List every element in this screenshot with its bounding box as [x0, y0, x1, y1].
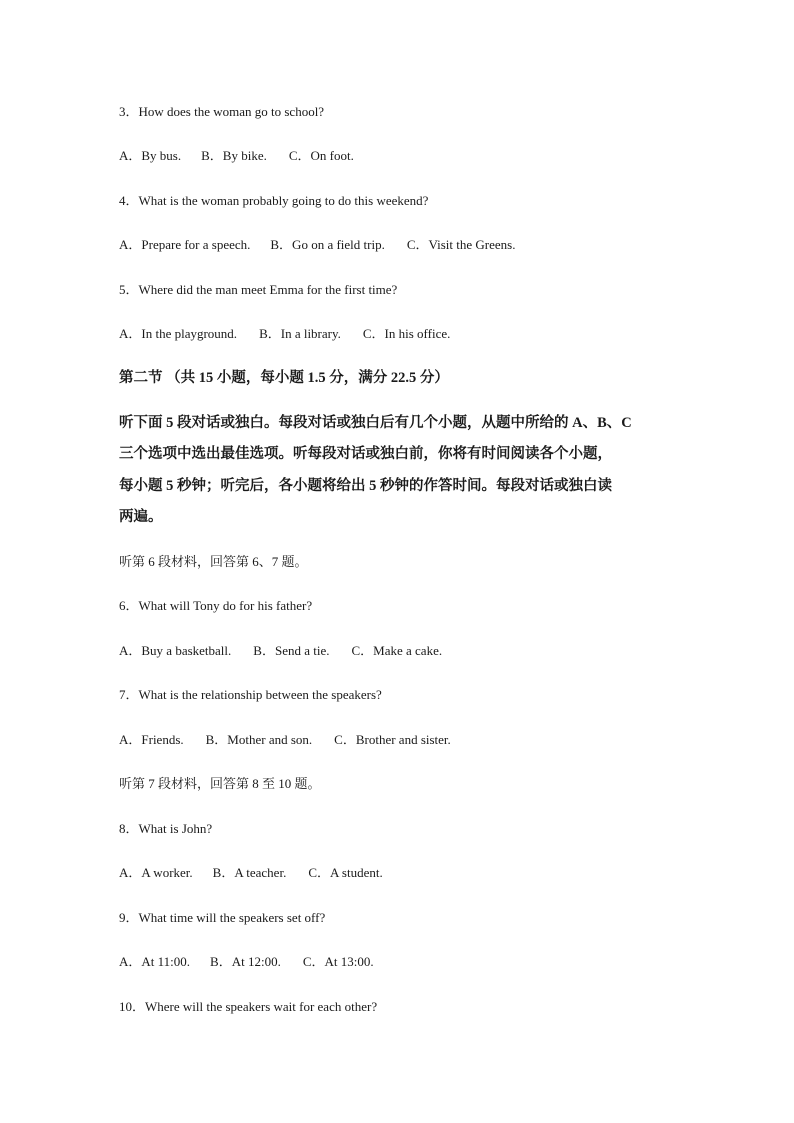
option-9c: C．At 13:00. [302, 954, 374, 969]
options-4 [119, 236, 515, 254]
option-3c: C．On foot. [288, 148, 354, 163]
option-6c: C．Make a cake. [351, 643, 443, 658]
option-3a: A．By bus. [119, 148, 182, 163]
instructions-line-4: 两遍。 [119, 509, 163, 525]
question-6: 6．What will Tony do for his father? [119, 598, 313, 613]
option-9a: A．At 11:00. [119, 954, 191, 969]
option-8c: C．A student. [308, 865, 383, 880]
instructions-line-3: 每小题 5 秒钟；听完后，各小题将给出 5 秒钟的作答时间。每段对话或独白读 [119, 478, 612, 494]
question-4: 4．What is the woman probably going to do this weekend? [119, 193, 429, 208]
question-10: 10．Where will the speakers wait for each other? [119, 999, 378, 1014]
question-3: 3．How does the woman go to school? [119, 104, 325, 119]
option-7c: C．Brother and sister. [334, 732, 451, 747]
option-4a: A．Prepare for a speech. [119, 237, 251, 252]
question-9: 9．What time will the speakers set off? [119, 910, 326, 925]
option-5c: C．In his office. [362, 326, 451, 341]
option-7a: A．Friends. [119, 732, 184, 747]
option-8a: A．A worker. [119, 865, 193, 880]
instructions-line-2: 三个选项中选出最佳选项。听每段对话或独白前，你将有时间阅读各个小题， [119, 446, 612, 462]
option-4b: B．Go on a field trip. [270, 237, 385, 252]
passage-6-intro: 听第 6 段材料，回答第 6、7 题。 [119, 554, 308, 569]
passage-7-intro: 听第 7 段材料，回答第 8 至 10 题。 [119, 776, 321, 791]
option-5a: A．In the playground. [119, 326, 238, 341]
option-6a: A．Buy a basketball. [119, 643, 232, 658]
question-5: 5．Where did the man meet Emma for the first time? [119, 282, 398, 297]
option-9b: B．At 12:00. [210, 954, 281, 969]
options-9 [119, 953, 374, 971]
options-5 [119, 325, 450, 343]
options-6 [119, 642, 442, 660]
option-4c: C．Visit the Greens. [406, 237, 516, 252]
options-3 [119, 147, 354, 165]
options-8 [119, 864, 383, 882]
options-7 [119, 731, 451, 749]
option-6b: B．Send a tie. [253, 643, 330, 658]
instructions-line-1: 听下面 5 段对话或独白。每段对话或独白后有几个小题，从题中所给的 A、B、C [119, 415, 632, 431]
option-8b: B．A teacher. [212, 865, 287, 880]
section-heading: 第二节 （共 15 小题，每小题 1.5 分，满分 22.5 分） [119, 370, 449, 386]
option-3b: B．By bike. [201, 148, 267, 163]
option-5b: B．In a library. [259, 326, 341, 341]
question-8: 8．What is John? [119, 821, 213, 836]
option-7b: B．Mother and son. [205, 732, 313, 747]
question-7: 7．What is the relationship between the speakers? [119, 687, 382, 702]
